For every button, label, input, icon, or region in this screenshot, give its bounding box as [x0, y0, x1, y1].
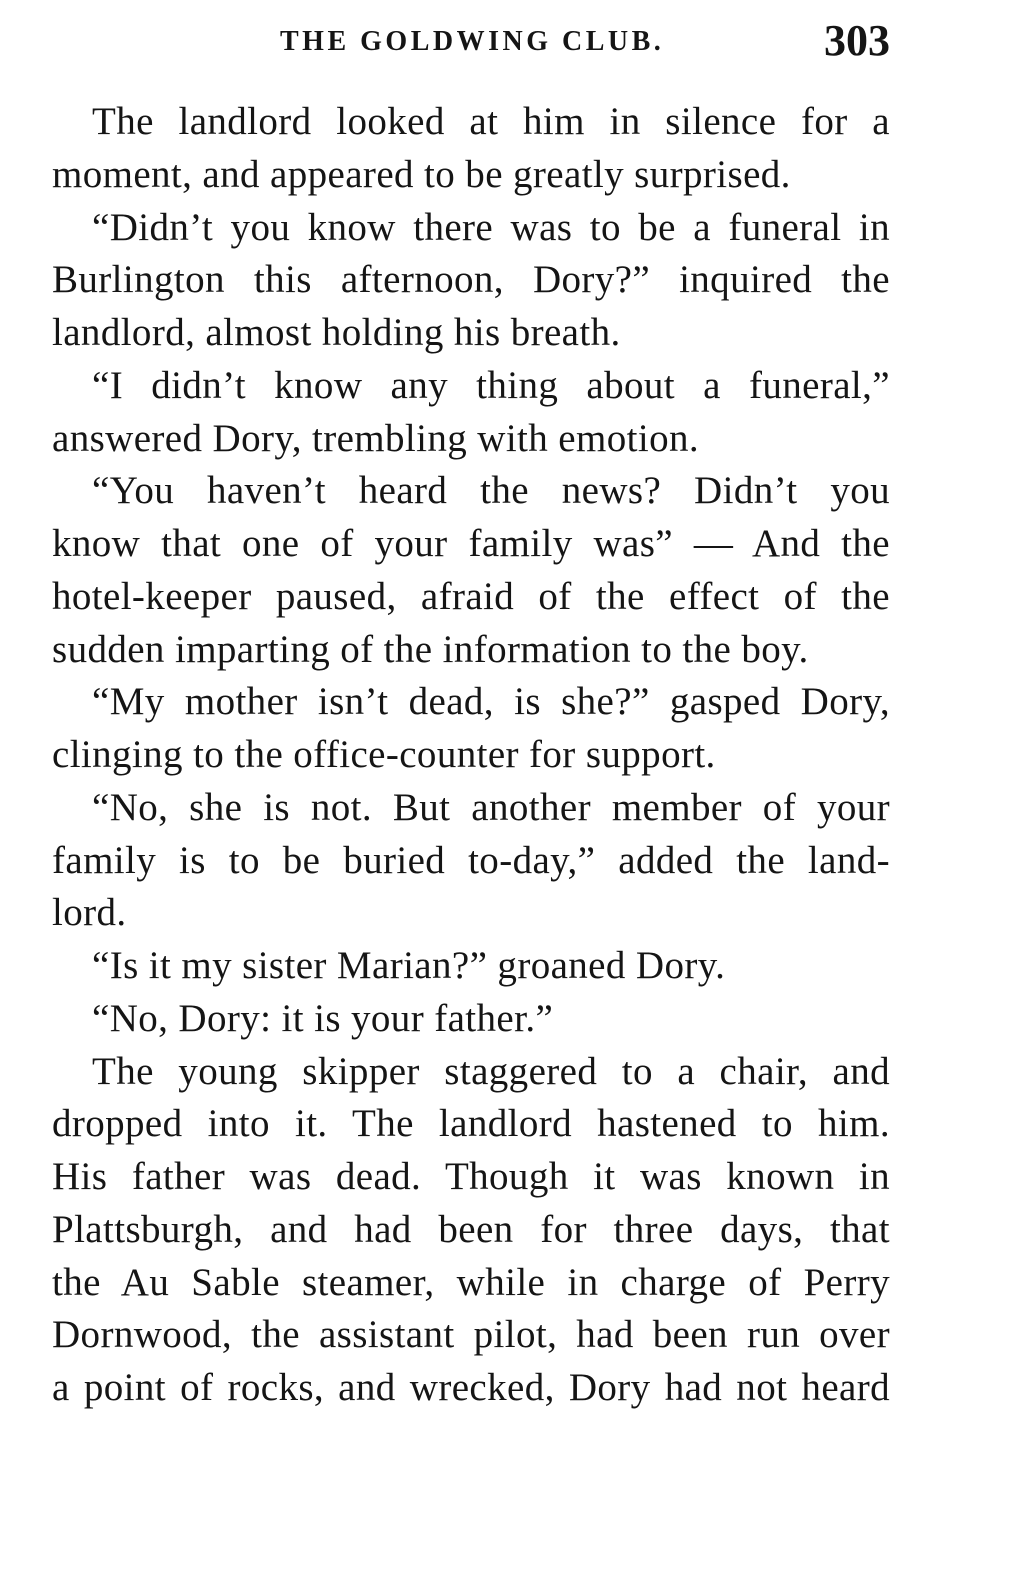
text-line: “I didn’t know any thing about a funeral,”: [92, 363, 890, 407]
text-line: answered Dory, trembling with emotion.: [52, 416, 699, 460]
text-line: The young skipper staggered to a chair, and: [92, 1049, 890, 1093]
text-line: Plattsburgh, and had been for three days, that: [52, 1207, 890, 1251]
paragraph: [52, 202, 890, 360]
paragraph: [52, 782, 890, 940]
text-line: “No, she is not. But another member of your: [92, 785, 890, 829]
text-line: Burlington this afternoon, Dory?” inquired the: [52, 258, 890, 302]
text-line: family is to be buried to-day,” added the land-: [52, 838, 890, 882]
text-line: know that one of your family was” — And the: [52, 522, 890, 565]
text-line: “My mother isn’t dead, is she?” gasped Dory,: [92, 680, 890, 724]
text-line: landlord, almost holding his breath.: [52, 311, 621, 354]
text-line: “No, Dory: it is your father.”: [92, 996, 554, 1040]
text-line: His father was dead. Though it was known in: [52, 1155, 890, 1198]
paragraph: [52, 940, 890, 993]
body-text: [52, 96, 890, 1415]
paragraph: [52, 96, 890, 202]
paragraph: [52, 676, 890, 782]
text-line: Dornwood, the assistant pilot, had been run over: [52, 1313, 890, 1357]
text-line: clinging to the office-counter for support.: [52, 733, 716, 776]
paragraph: [52, 993, 890, 1046]
text-line: moment, and appeared to be greatly surprised.: [52, 152, 791, 196]
page-number: 303: [824, 16, 890, 65]
text-line: “Didn’t you know there was to be a funeral in: [92, 205, 890, 249]
text-line: dropped into it. The landlord hastened to him.: [52, 1102, 890, 1146]
running-title: THE GOLDWING CLUB.: [280, 26, 665, 57]
text-line: sudden imparting of the information to the boy.: [52, 627, 809, 671]
text-line: a point of rocks, and wrecked, Dory had not heard: [52, 1366, 890, 1409]
text-line: “You haven’t heard the news? Didn’t you: [92, 469, 890, 513]
paragraph: [52, 1046, 890, 1415]
text-line: The landlord looked at him in silence for a: [92, 100, 890, 143]
text-line: the Au Sable steamer, while in charge of Perry: [52, 1260, 890, 1304]
paragraph: [52, 360, 890, 466]
text-line: hotel-keeper paused, afraid of the effect of the: [52, 574, 890, 618]
text-line: lord.: [52, 891, 127, 935]
text-line: “Is it my sister Marian?” groaned Dory.: [92, 944, 726, 987]
paragraph: [52, 465, 890, 676]
